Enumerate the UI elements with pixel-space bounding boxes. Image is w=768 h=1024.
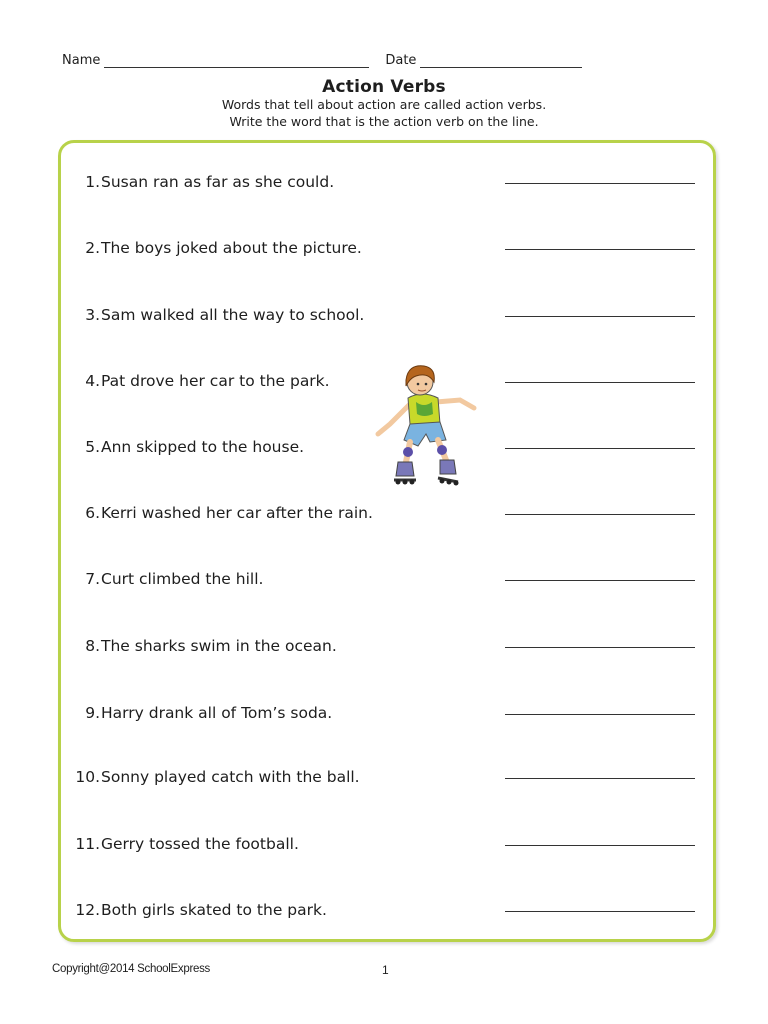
exercise-item	[66, 833, 706, 855]
name-field[interactable]	[104, 53, 369, 68]
exercise-item	[66, 702, 706, 724]
exercise-item	[66, 899, 706, 921]
answer-line[interactable]	[505, 316, 695, 317]
item-number: 8.	[85, 637, 100, 655]
answer-line[interactable]	[505, 249, 695, 250]
answer-line[interactable]	[505, 911, 695, 912]
name-label: Name	[62, 53, 101, 68]
item-sentence: Both girls skated to the park.	[101, 901, 327, 919]
answer-line[interactable]	[505, 183, 695, 184]
item-sentence: Sam walked all the way to school.	[101, 306, 365, 324]
item-number: 1.	[85, 173, 100, 191]
answer-line[interactable]	[505, 448, 695, 449]
item-number: 9.	[85, 704, 100, 722]
page-number: 1	[382, 963, 389, 977]
worksheet-frame	[58, 140, 716, 942]
item-number: 12.	[75, 901, 100, 919]
item-number: 11.	[75, 835, 100, 853]
exercise-item	[66, 502, 706, 524]
item-sentence: Sonny played catch with the ball.	[101, 768, 360, 786]
instruction-line-1: Words that tell about action are called action verbs.	[221, 97, 547, 112]
item-sentence: Susan ran as far as she could.	[101, 173, 335, 191]
answer-line[interactable]	[505, 514, 695, 515]
exercise-item	[66, 568, 706, 590]
answer-line[interactable]	[505, 778, 695, 779]
answer-line[interactable]	[505, 580, 695, 581]
answer-line[interactable]	[505, 382, 695, 383]
name-date-row	[62, 50, 588, 68]
item-sentence: Pat drove her car to the park.	[101, 372, 330, 390]
item-sentence: Ann skipped to the house.	[101, 438, 305, 456]
item-sentence: Gerry tossed the football.	[101, 835, 299, 853]
item-number: 6.	[85, 504, 100, 522]
item-sentence: The boys joked about the picture.	[101, 239, 362, 257]
copyright-notice: Copyright@2014 SchoolExpress	[52, 963, 210, 975]
exercise-item	[66, 237, 706, 259]
answer-line[interactable]	[505, 714, 695, 715]
item-number: 5.	[85, 438, 100, 456]
item-number: 10.	[75, 768, 100, 786]
item-number: 7.	[85, 570, 100, 588]
exercise-item	[66, 304, 706, 326]
date-label: Date	[385, 53, 417, 68]
item-number: 3.	[85, 306, 100, 324]
rollerblading-kid-illustration	[370, 362, 482, 492]
item-sentence: Kerri washed her car after the rain.	[101, 504, 373, 522]
exercise-item	[66, 171, 706, 193]
answer-line[interactable]	[505, 845, 695, 846]
item-sentence: The sharks swim in the ocean.	[101, 637, 337, 655]
answer-line[interactable]	[505, 647, 695, 648]
page-title: Action Verbs	[322, 77, 446, 97]
item-number: 2.	[85, 239, 100, 257]
item-number: 4.	[85, 372, 100, 390]
item-sentence: Harry drank all of Tom’s soda.	[101, 704, 333, 722]
date-field[interactable]	[420, 53, 582, 68]
item-sentence: Curt climbed the hill.	[101, 570, 264, 588]
exercise-item	[66, 635, 706, 657]
instruction-line-2: Write the word that is the action verb on the line.	[229, 114, 539, 129]
exercise-item	[66, 766, 706, 788]
